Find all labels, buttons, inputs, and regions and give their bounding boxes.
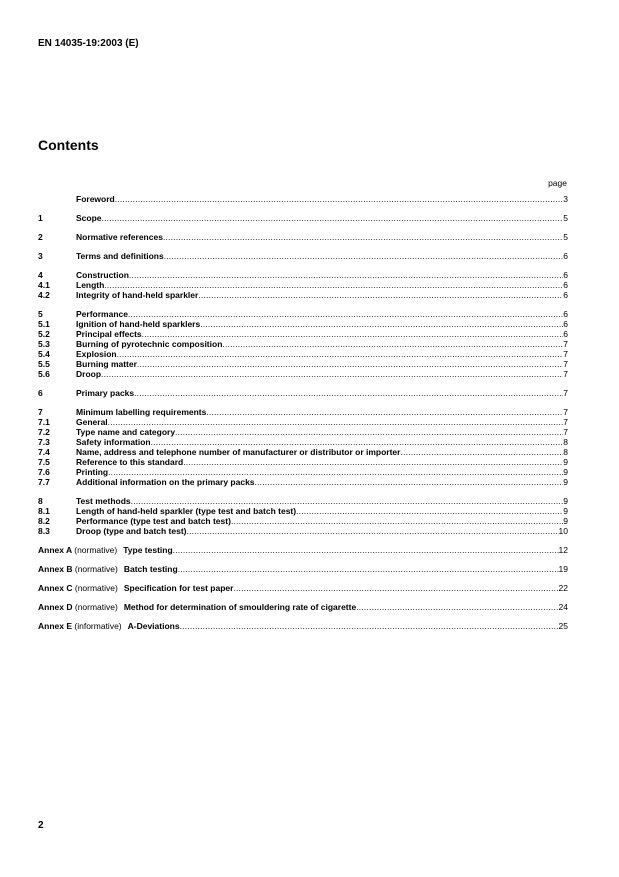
toc-entry-number: 8.2 xyxy=(38,516,50,526)
toc-entry-page: 12 xyxy=(558,545,568,555)
toc-entry-page: 25 xyxy=(558,621,568,631)
toc-entry[interactable] xyxy=(38,516,568,526)
toc-annex-entry[interactable] xyxy=(38,602,568,612)
toc-dot-leader xyxy=(151,437,564,447)
toc-dot-leader xyxy=(180,621,559,631)
toc-entry-page: 6 xyxy=(563,329,568,339)
toc-dot-leader xyxy=(101,369,563,379)
toc-entry-page: 6 xyxy=(563,251,568,261)
toc-entry-page: 7 xyxy=(563,349,568,359)
page-number: 2 xyxy=(38,820,44,831)
toc-entry[interactable] xyxy=(38,319,568,329)
annex-kind: (normative) xyxy=(74,545,118,555)
table-of-contents xyxy=(38,194,568,631)
toc-entry-title: Safety information xyxy=(76,437,151,447)
toc-entry-number: 5.6 xyxy=(38,369,50,379)
toc-dot-leader xyxy=(102,213,564,223)
toc-entry-title: Length xyxy=(76,280,105,290)
toc-entry-page: 6 xyxy=(563,280,568,290)
toc-entry-title: General xyxy=(76,417,108,427)
toc-entry[interactable] xyxy=(38,467,568,477)
toc-entry[interactable] xyxy=(38,280,568,290)
toc-entry[interactable] xyxy=(38,309,568,319)
toc-entry[interactable] xyxy=(38,270,568,280)
toc-dot-leader xyxy=(129,270,563,280)
toc-entry-page: 7 xyxy=(563,388,568,398)
toc-entry[interactable] xyxy=(38,232,568,242)
toc-entry-number: 5.5 xyxy=(38,359,50,369)
annex-kind: (normative) xyxy=(74,564,118,574)
toc-entry-page: 8 xyxy=(563,447,568,457)
toc-entry-number: 6 xyxy=(38,388,43,398)
annex-label-group xyxy=(38,545,117,555)
toc-entry-number: 7.4 xyxy=(38,447,50,457)
toc-entry-title: Ignition of hand-held sparklers xyxy=(76,319,201,329)
document-id-header: EN 14035-19:2003 (E) xyxy=(38,38,139,49)
annex-label: Annex C xyxy=(38,583,73,593)
annex-title: Specification for test paper xyxy=(123,583,234,593)
toc-dot-leader xyxy=(206,407,563,417)
toc-entry[interactable] xyxy=(38,526,568,536)
toc-dot-leader xyxy=(137,359,563,369)
toc-entry-page: 6 xyxy=(563,319,568,329)
toc-annex-entry[interactable] xyxy=(38,564,568,574)
toc-entry-page: 8 xyxy=(563,437,568,447)
toc-entry-page: 24 xyxy=(558,602,568,612)
toc-entry-title: Minimum labelling requirements xyxy=(76,407,207,417)
toc-entry-number: 7 xyxy=(38,407,43,417)
toc-annex-entry[interactable] xyxy=(38,583,568,593)
toc-entry[interactable] xyxy=(38,329,568,339)
toc-dot-leader xyxy=(104,280,563,290)
toc-entry-number: 2 xyxy=(38,232,43,242)
toc-annex-entry[interactable] xyxy=(38,545,568,555)
toc-entry[interactable] xyxy=(38,437,568,447)
toc-entry-number: 5.3 xyxy=(38,339,50,349)
toc-annex-entry[interactable] xyxy=(38,621,568,631)
annex-label: Annex D xyxy=(38,602,73,612)
toc-entry-page: 9 xyxy=(563,506,568,516)
toc-dot-leader xyxy=(255,477,564,487)
toc-entry-page: 9 xyxy=(563,477,568,487)
toc-entry-page: 9 xyxy=(563,467,568,477)
toc-entry-number: 5 xyxy=(38,309,43,319)
toc-entry[interactable] xyxy=(38,407,568,417)
annex-kind: (normative) xyxy=(74,583,118,593)
toc-dot-leader xyxy=(134,388,563,398)
toc-entry-title: Length of hand-held sparkler (type test and batch test) xyxy=(76,506,297,516)
toc-entry-title: Terms and definitions xyxy=(76,251,164,261)
annex-title: Type testing xyxy=(123,545,173,555)
toc-entry[interactable] xyxy=(38,359,568,369)
toc-entry-page: 9 xyxy=(563,457,568,467)
annex-label: Annex E xyxy=(38,621,73,631)
toc-entry-title: Additional information on the primary packs xyxy=(76,477,255,487)
toc-dot-leader xyxy=(164,251,564,261)
toc-entry-page: 22 xyxy=(558,583,568,593)
toc-entry-page: 7 xyxy=(563,407,568,417)
toc-entry-page: 7 xyxy=(563,417,568,427)
toc-entry-page: 10 xyxy=(558,526,568,536)
toc-entry[interactable] xyxy=(38,417,568,427)
toc-dot-leader xyxy=(233,583,558,593)
toc-entry[interactable] xyxy=(38,349,568,359)
toc-entry[interactable] xyxy=(38,506,568,516)
toc-entry-title: Normative references xyxy=(76,232,163,242)
toc-entry-number: 7.3 xyxy=(38,437,50,447)
toc-entry-number: 7.1 xyxy=(38,417,50,427)
toc-entry-number: 7.2 xyxy=(38,427,50,437)
toc-dot-leader xyxy=(200,319,563,329)
toc-entry-number: 4.2 xyxy=(38,290,50,300)
toc-entry-page: 7 xyxy=(563,427,568,437)
toc-entry[interactable] xyxy=(38,251,568,261)
toc-entry[interactable] xyxy=(38,477,568,487)
annex-label-group xyxy=(38,621,122,631)
toc-entry-title: Reference to this standard xyxy=(76,457,184,467)
toc-entry-number: 7.5 xyxy=(38,457,50,467)
toc-dot-leader xyxy=(131,496,564,506)
toc-entry-title: Burning of pyrotechnic composition xyxy=(76,339,223,349)
toc-entry-title: Primary packs xyxy=(76,388,135,398)
contents-heading: Contents xyxy=(38,137,99,153)
toc-entry-title: Type name and category xyxy=(76,427,176,437)
toc-entry-title: Foreword xyxy=(76,194,115,204)
toc-entry[interactable] xyxy=(38,427,568,437)
toc-entry[interactable] xyxy=(38,369,568,379)
annex-kind: (normative) xyxy=(74,602,118,612)
toc-entry-title: Integrity of hand-held sparkler xyxy=(76,290,199,300)
toc-entry-number: 5.4 xyxy=(38,349,50,359)
toc-entry-page: 7 xyxy=(563,359,568,369)
annex-label: Annex B xyxy=(38,564,73,574)
toc-entry-number: 8.3 xyxy=(38,526,50,536)
toc-entry-number: 4 xyxy=(38,270,43,280)
toc-entry[interactable] xyxy=(38,457,568,467)
toc-entry-title: Construction xyxy=(76,270,129,280)
toc-entry-page: 6 xyxy=(563,270,568,280)
toc-dot-leader xyxy=(296,506,563,516)
toc-dot-leader xyxy=(187,526,559,536)
toc-dot-leader xyxy=(198,290,563,300)
toc-entry-number: 1 xyxy=(38,213,43,223)
toc-entry-title: Explosion xyxy=(76,349,117,359)
toc-entry-number: 7.6 xyxy=(38,467,50,477)
toc-entry-title: Test methods xyxy=(76,496,131,506)
annex-label-group xyxy=(38,583,118,593)
toc-entry-page: 6 xyxy=(563,290,568,300)
toc-entry-page: 3 xyxy=(563,194,568,204)
toc-entry-number: 8 xyxy=(38,496,43,506)
toc-entry-title: Droop (type and batch test) xyxy=(76,526,187,536)
toc-entry[interactable] xyxy=(38,213,568,223)
toc-dot-leader xyxy=(183,457,563,467)
toc-entry-title: Principal effects xyxy=(76,329,142,339)
annex-title: A-Deviations xyxy=(127,621,180,631)
toc-entry[interactable] xyxy=(38,290,568,300)
toc-dot-leader xyxy=(400,447,563,457)
toc-entry-page: 7 xyxy=(563,339,568,349)
toc-entry[interactable] xyxy=(38,388,568,398)
toc-dot-leader xyxy=(173,545,559,555)
toc-dot-leader xyxy=(222,339,563,349)
toc-entry-page: 9 xyxy=(563,496,568,506)
annex-label-group xyxy=(38,564,118,574)
annex-kind: (informative) xyxy=(74,621,122,631)
annex-label-group xyxy=(38,602,118,612)
toc-entry-title: Scope xyxy=(76,213,102,223)
toc-entry-number: 5.1 xyxy=(38,319,50,329)
toc-entry-number: 8.1 xyxy=(38,506,50,516)
toc-entry-page: 6 xyxy=(563,309,568,319)
toc-dot-leader xyxy=(231,516,563,526)
toc-dot-leader xyxy=(117,349,564,359)
annex-title: Batch testing xyxy=(123,564,178,574)
toc-entry-page: 19 xyxy=(558,564,568,574)
toc-entry-title: Burning matter xyxy=(76,359,137,369)
toc-dot-leader xyxy=(115,194,564,204)
toc-entry-number: 5.2 xyxy=(38,329,50,339)
toc-dot-leader xyxy=(128,309,563,319)
toc-dot-leader xyxy=(163,232,563,242)
toc-entry-title: Performance xyxy=(76,309,128,319)
toc-entry-page: 7 xyxy=(563,369,568,379)
annex-label: Annex A xyxy=(38,545,72,555)
toc-entry[interactable] xyxy=(38,339,568,349)
toc-entry-title: Droop xyxy=(76,369,102,379)
toc-entry-page: 5 xyxy=(563,213,568,223)
toc-entry-title: Name, address and telephone number of manufacturer or distributor or importer xyxy=(76,447,401,457)
toc-dot-leader xyxy=(108,417,564,427)
toc-entry-number: 7.7 xyxy=(38,477,50,487)
toc-entry[interactable] xyxy=(38,496,568,506)
toc-entry[interactable] xyxy=(38,447,568,457)
toc-entry-title: Performance (type test and batch test) xyxy=(76,516,231,526)
toc-entry-number: 4.1 xyxy=(38,280,50,290)
annex-title: Method for determination of smouldering rate of cigarette xyxy=(123,602,357,612)
toc-entry-title: Printing xyxy=(76,467,109,477)
page-column-label: page xyxy=(548,178,567,188)
toc-entry-page: 5 xyxy=(563,232,568,242)
toc-dot-leader xyxy=(356,602,558,612)
toc-dot-leader xyxy=(108,467,563,477)
toc-entry-page: 9 xyxy=(563,516,568,526)
toc-dot-leader xyxy=(178,564,559,574)
toc-dot-leader xyxy=(142,329,564,339)
toc-entry-number: 3 xyxy=(38,251,43,261)
toc-entry[interactable] xyxy=(38,194,568,204)
toc-dot-leader xyxy=(175,427,563,437)
